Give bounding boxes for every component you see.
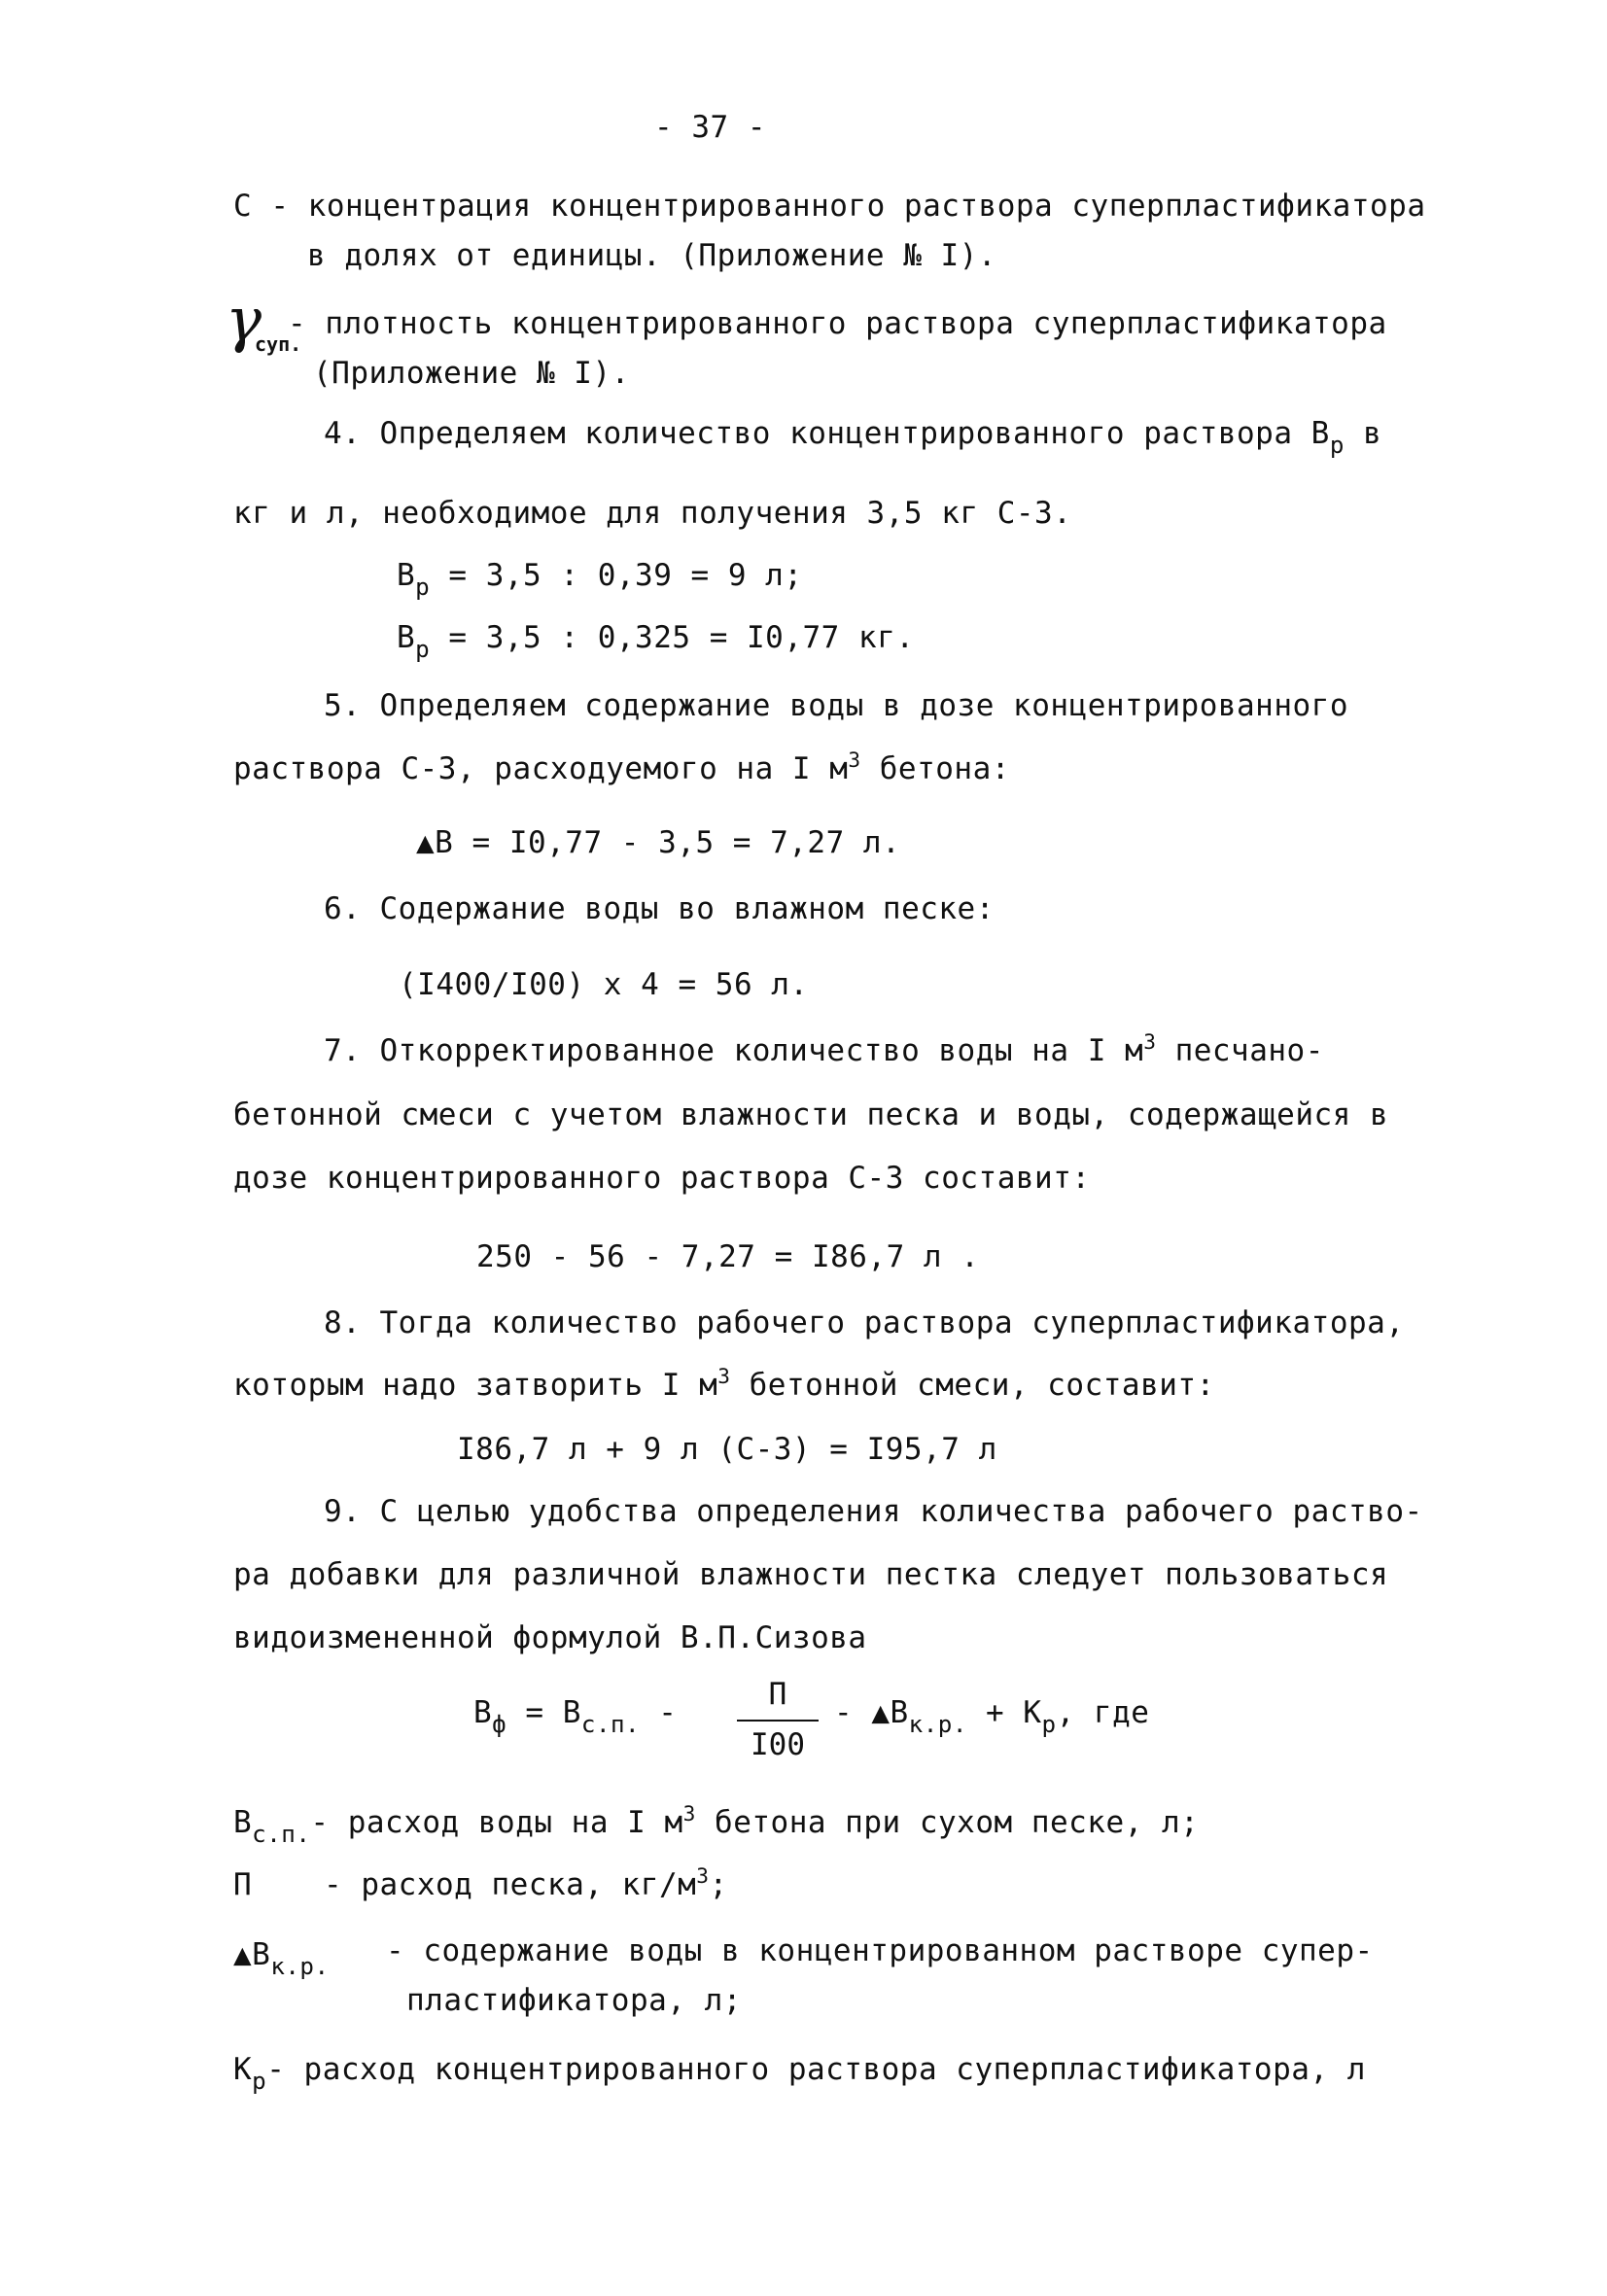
definition-gamma-line-2: (Приложение № I). [313,356,630,391]
formula-minus: - [640,1695,678,1730]
legend-superscript: 3 [696,1863,710,1889]
legend-subscript: к.р. [270,1953,330,1981]
formula-symbol: В [397,558,416,593]
legend-symbol: К [233,2052,253,2087]
legend-subscript: с.п. [252,1821,311,1849]
step5-superscript: 3 [848,748,861,773]
legend-dbkr-line-1: - содержание воды в концентрированном растворе супер- [386,1933,1374,1968]
legend-bsp [233,1801,1200,1849]
definition-c-line-2: в долях от единицы. (Приложение № I). [307,238,997,273]
step9-line-1: 9. С целью удобства определения количества рабочего раство- [324,1494,1423,1529]
step7-line-2: бетонной смеси с учетом влажности песка и воды, содержащейся в [233,1097,1389,1132]
step7-line-3: дозе концентрированного раствора С-3 составит: [233,1161,1091,1196]
step7-superscript: 3 [1143,1029,1157,1055]
legend-text-tail: ; [709,1867,728,1902]
legend-dbkr-line-2: пластификатора, л; [406,1983,742,2018]
step4-formula-1 [397,558,803,602]
formula-delta-term: - ▲В [834,1695,909,1730]
formula-term1-subscript: с.п. [580,1711,641,1739]
fraction-bar [737,1720,819,1722]
step8-text-tail: бетонной смеси, составит: [730,1368,1215,1403]
fraction-denominator: I00 [751,1727,805,1762]
formula-body: = 3,5 : 0,325 = I0,77 кг. [430,620,915,655]
step4-subscript: р [1329,432,1345,460]
step7-text: 7. Откорректированное количество воды на I м [324,1033,1144,1068]
legend-text: - расход песка, кг/м [324,1867,697,1902]
step4-text: 4. Определяем количество концентрированного раствора В [324,416,1330,451]
formula-tail: , где [1056,1695,1150,1730]
legend-p [324,1863,728,1902]
legend-superscript: 3 [682,1801,696,1826]
main-formula-right [834,1695,1150,1739]
step4-line-1 [324,416,1382,460]
formula-body: = 3,5 : 0,39 = 9 л; [430,558,803,593]
step4-text-tail: в [1344,416,1382,451]
fraction-numerator: П [768,1677,787,1712]
step7-text-tail: песчано- [1156,1033,1324,1068]
legend-dbkr-symbol [233,1937,330,1981]
legend-text: - расход концентрированного раствора суперпластификатора, л [266,2052,1366,2087]
step7-formula: 250 - 56 - 7,27 = I86,7 л . [476,1239,980,1274]
page-number: - 37 - [654,110,766,145]
formula-term3-subscript: к.р. [908,1711,967,1739]
step5-text-tail: бетона: [860,751,1010,786]
legend-symbol: В [233,1805,253,1840]
step5-formula: ▲В = I0,77 - 3,5 = 7,27 л. [416,825,901,860]
formula-plus-term: + К [966,1695,1042,1730]
legend-subscript: р [252,2068,267,2096]
gamma-subscript: суп. [255,332,302,356]
step5-text: раствора С-3, расходуемого на I м [233,751,849,786]
legend-text: - расход воды на I м [310,1805,683,1840]
step8-formula: I86,7 л + 9 л (С-3) = I95,7 л [457,1432,997,1467]
definition-c-text-1: - концентрация концентрированного раствора суперпластификатора [270,189,1426,224]
legend-text-tail: бетона при сухом песке, л; [695,1805,1200,1840]
step6-formula: (I400/I00) х 4 = 56 л. [399,967,809,1002]
formula-equals: = В [507,1695,581,1730]
formula-lhs: В [473,1695,493,1730]
step8-line-1: 8. Тогда количество рабочего раствора суперпластификатора, [324,1305,1405,1340]
formula-subscript: р [415,574,431,602]
step8-superscript: 3 [717,1364,731,1389]
step5-line-1: 5. Определяем содержание воды в дозе концентрированного [324,688,1348,723]
step8-line-2 [233,1364,1215,1403]
formula-term4-subscript: р [1041,1711,1057,1739]
step8-text: которым надо затворить I м [233,1368,718,1403]
step6-line-1: 6. Содержание воды во влажном песке: [324,891,995,926]
step9-line-3: видоизмененной формулой В.П.Сизова [233,1620,867,1655]
definition-gamma-line-1: - плотность концентрированного раствора суперпластификатора [288,306,1387,341]
step5-line-2 [233,748,1010,786]
step9-line-2: ра добавки для различной влажности пестка следует пользоваться [233,1557,1389,1592]
formula-lhs-subscript: ф [492,1711,507,1739]
step4-formula-2 [397,620,915,664]
step4-line-2: кг и л, необходимое для получения 3,5 кг С-3. [233,496,1072,531]
main-formula-left [473,1695,678,1739]
legend-kr [233,2052,1366,2096]
formula-symbol: В [397,620,416,655]
definition-c-line-1 [233,191,1426,222]
definition-c-symbol: С [233,189,253,224]
legend-symbol: ▲В [233,1937,271,1972]
gamma-symbol: γ [226,284,262,355]
formula-subscript: р [415,636,431,664]
legend-p-symbol: П [233,1867,253,1902]
step7-line-1 [324,1029,1324,1068]
